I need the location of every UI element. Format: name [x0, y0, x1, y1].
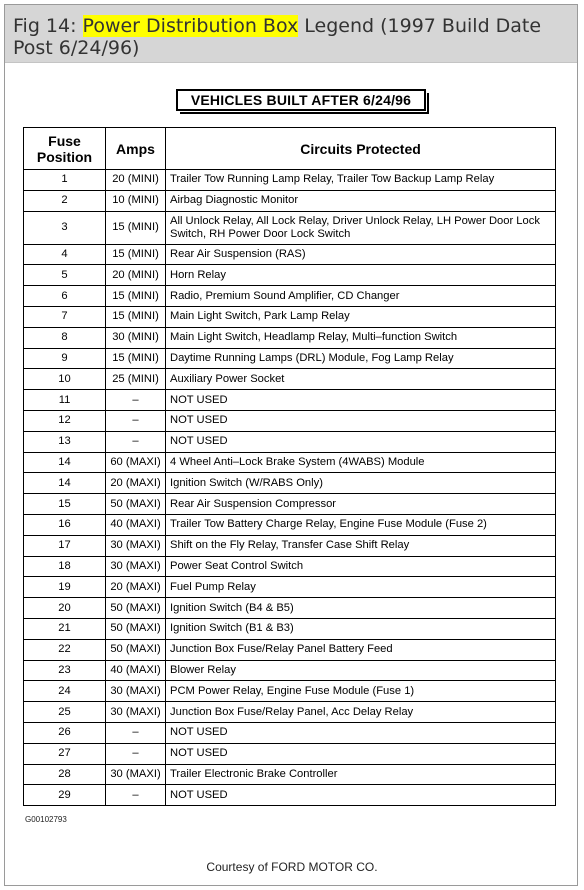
cell-amps: 20 (MINI)	[106, 265, 166, 286]
table-row	[24, 598, 556, 619]
table-row	[24, 410, 556, 431]
cell-circuits: PCM Power Relay, Engine Fuse Module (Fuse 1)	[166, 681, 556, 702]
table-row	[24, 369, 556, 390]
cell-circuits: NOT USED	[166, 431, 556, 452]
cell-circuits: Shift on the Fly Relay, Transfer Case Shift Relay	[166, 535, 556, 556]
cell-amps: 15 (MINI)	[106, 244, 166, 265]
table-row	[24, 660, 556, 681]
table-row	[24, 494, 556, 515]
cell-circuits: Trailer Electronic Brake Controller	[166, 764, 556, 785]
cell-fuse-position: 26	[24, 722, 106, 743]
cell-circuits: 4 Wheel Anti–Lock Brake System (4WABS) Module	[166, 452, 556, 473]
table-row	[24, 327, 556, 348]
cell-amps: 25 (MINI)	[106, 369, 166, 390]
cell-fuse-position: 28	[24, 764, 106, 785]
cell-amps: 30 (MAXI)	[106, 764, 166, 785]
table-row	[24, 170, 556, 191]
table-row	[24, 743, 556, 764]
cell-circuits: Junction Box Fuse/Relay Panel Battery Feed	[166, 639, 556, 660]
cell-amps: –	[106, 390, 166, 411]
cell-fuse-position: 27	[24, 743, 106, 764]
cell-amps: 50 (MAXI)	[106, 639, 166, 660]
cell-amps: 30 (MAXI)	[106, 535, 166, 556]
cell-amps: 50 (MAXI)	[106, 618, 166, 639]
cell-fuse-position: 8	[24, 327, 106, 348]
cell-fuse-position: 20	[24, 598, 106, 619]
cell-amps: 30 (MAXI)	[106, 702, 166, 723]
cell-fuse-position: 25	[24, 702, 106, 723]
cell-circuits: NOT USED	[166, 743, 556, 764]
cell-circuits: Trailer Tow Running Lamp Relay, Trailer Tow Backup Lamp Relay	[166, 170, 556, 191]
cell-amps: –	[106, 431, 166, 452]
table-row	[24, 618, 556, 639]
table-row	[24, 722, 556, 743]
fuse-table	[23, 127, 556, 806]
table-row	[24, 473, 556, 494]
cell-fuse-position: 13	[24, 431, 106, 452]
table-row	[24, 190, 556, 211]
cell-fuse-position: 24	[24, 681, 106, 702]
cell-amps: 20 (MINI)	[106, 170, 166, 191]
table-row	[24, 452, 556, 473]
cell-circuits: NOT USED	[166, 390, 556, 411]
cell-fuse-position: 18	[24, 556, 106, 577]
cell-amps: 10 (MINI)	[106, 190, 166, 211]
cell-circuits: All Unlock Relay, All Lock Relay, Driver Unlock Relay, LH Power Door Lock Switch, RH Power Door Lock Switch	[166, 211, 556, 244]
table-row	[24, 681, 556, 702]
cell-fuse-position: 11	[24, 390, 106, 411]
cell-circuits: Rear Air Suspension Compressor	[166, 494, 556, 515]
table-row	[24, 244, 556, 265]
cell-circuits: Trailer Tow Battery Charge Relay, Engine Fuse Module (Fuse 2)	[166, 514, 556, 535]
cell-fuse-position: 7	[24, 306, 106, 327]
table-row	[24, 265, 556, 286]
cell-amps: 15 (MINI)	[106, 286, 166, 307]
cell-amps: 50 (MAXI)	[106, 598, 166, 619]
table-row	[24, 577, 556, 598]
cell-amps: 30 (MAXI)	[106, 681, 166, 702]
table-row	[24, 556, 556, 577]
table-row	[24, 535, 556, 556]
cell-circuits: NOT USED	[166, 410, 556, 431]
cell-circuits: NOT USED	[166, 785, 556, 806]
cell-fuse-position: 21	[24, 618, 106, 639]
cell-fuse-position: 2	[24, 190, 106, 211]
table-row	[24, 348, 556, 369]
table-row	[24, 286, 556, 307]
cell-amps: –	[106, 722, 166, 743]
cell-fuse-position: 3	[24, 211, 106, 244]
cell-amps: 40 (MAXI)	[106, 514, 166, 535]
cell-amps: 15 (MINI)	[106, 348, 166, 369]
cell-circuits: Ignition Switch (B4 & B5)	[166, 598, 556, 619]
title-highlight: Power Distribution Box	[82, 15, 299, 37]
cell-amps: –	[106, 410, 166, 431]
cell-fuse-position: 16	[24, 514, 106, 535]
cell-amps: 15 (MINI)	[106, 306, 166, 327]
cell-amps: 20 (MAXI)	[106, 473, 166, 494]
header-amps: Amps	[106, 128, 166, 170]
cell-amps: 40 (MAXI)	[106, 660, 166, 681]
vehicles-banner: VEHICLES BUILT AFTER 6/24/96	[176, 89, 426, 111]
cell-circuits: Junction Box Fuse/Relay Panel, Acc Delay Relay	[166, 702, 556, 723]
cell-circuits: Airbag Diagnostic Monitor	[166, 190, 556, 211]
cell-circuits: Rear Air Suspension (RAS)	[166, 244, 556, 265]
cell-circuits: Radio, Premium Sound Amplifier, CD Changer	[166, 286, 556, 307]
cell-fuse-position: 29	[24, 785, 106, 806]
figure-code: G00102793	[25, 815, 67, 824]
fuse-table-body	[24, 170, 556, 806]
table-header-row	[24, 128, 556, 170]
table-row	[24, 211, 556, 244]
cell-fuse-position: 4	[24, 244, 106, 265]
cell-fuse-position: 14	[24, 452, 106, 473]
cell-circuits: Power Seat Control Switch	[166, 556, 556, 577]
table-row	[24, 306, 556, 327]
cell-fuse-position: 22	[24, 639, 106, 660]
cell-circuits: Blower Relay	[166, 660, 556, 681]
cell-fuse-position: 19	[24, 577, 106, 598]
header-fuse-position: Fuse Position	[24, 128, 106, 170]
cell-fuse-position: 6	[24, 286, 106, 307]
cell-circuits: Ignition Switch (W/RABS Only)	[166, 473, 556, 494]
courtesy-note: Courtesy of FORD MOTOR CO.	[206, 860, 378, 874]
cell-amps: 30 (MINI)	[106, 327, 166, 348]
table-row	[24, 639, 556, 660]
header-circuits: Circuits Protected	[166, 128, 556, 170]
table-row	[24, 514, 556, 535]
title-suffix: Legend (1997 Build Date Post 6/24/96)	[13, 15, 542, 59]
cell-circuits: Fuel Pump Relay	[166, 577, 556, 598]
cell-fuse-position: 23	[24, 660, 106, 681]
cell-circuits: NOT USED	[166, 722, 556, 743]
cell-amps: 15 (MINI)	[106, 211, 166, 244]
cell-circuits: Auxiliary Power Socket	[166, 369, 556, 390]
cell-fuse-position: 17	[24, 535, 106, 556]
cell-fuse-position: 5	[24, 265, 106, 286]
cell-fuse-position: 15	[24, 494, 106, 515]
cell-fuse-position: 12	[24, 410, 106, 431]
cell-amps: 20 (MAXI)	[106, 577, 166, 598]
table-row	[24, 764, 556, 785]
table-row	[24, 785, 556, 806]
cell-fuse-position: 10	[24, 369, 106, 390]
cell-amps: –	[106, 785, 166, 806]
cell-fuse-position: 1	[24, 170, 106, 191]
cell-circuits: Main Light Switch, Park Lamp Relay	[166, 306, 556, 327]
cell-circuits: Daytime Running Lamps (DRL) Module, Fog Lamp Relay	[166, 348, 556, 369]
cell-amps: 60 (MAXI)	[106, 452, 166, 473]
cell-circuits: Ignition Switch (B1 & B3)	[166, 618, 556, 639]
cell-amps: 50 (MAXI)	[106, 494, 166, 515]
table-row	[24, 702, 556, 723]
table-row	[24, 431, 556, 452]
cell-amps: 30 (MAXI)	[106, 556, 166, 577]
cell-amps: –	[106, 743, 166, 764]
cell-circuits: Horn Relay	[166, 265, 556, 286]
table-row	[24, 390, 556, 411]
cell-fuse-position: 14	[24, 473, 106, 494]
figure-frame	[4, 4, 578, 886]
cell-fuse-position: 9	[24, 348, 106, 369]
cell-circuits: Main Light Switch, Headlamp Relay, Multi–function Switch	[166, 327, 556, 348]
title-prefix: Fig 14:	[13, 15, 83, 37]
figure-title	[5, 5, 577, 63]
